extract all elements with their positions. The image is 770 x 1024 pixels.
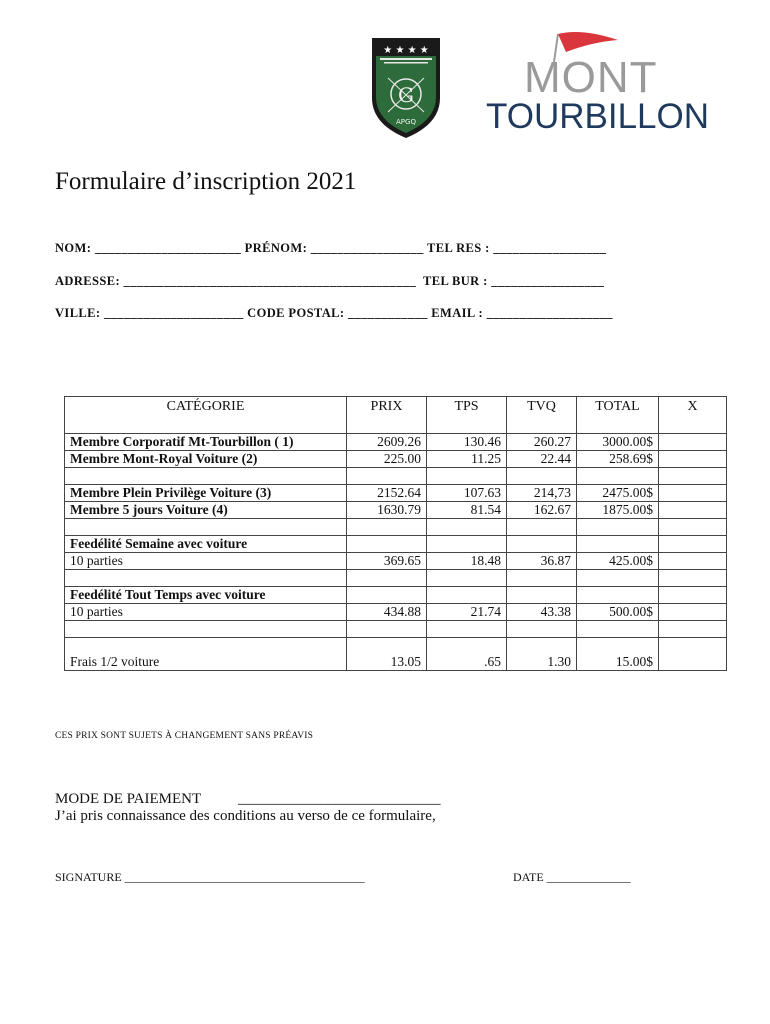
brand-mont: MONT [524,53,658,102]
table-row [65,485,727,502]
table-row [65,570,727,587]
date-field[interactable]: DATE ______________ [513,870,631,884]
mont-tourbillon-logo [486,30,710,140]
header-category: CATÉGORIE [65,397,347,434]
cell-tps: 21.74 [427,604,507,621]
payment-mode-field[interactable]: ___________________________ [238,791,441,807]
cell-tvq: 43.38 [507,604,577,621]
cell-tps: 18.48 [427,553,507,570]
table-row [65,434,727,451]
table-row [65,621,727,638]
cell-price [347,587,427,604]
cell-price [347,468,427,485]
cell-price: 1630.79 [347,502,427,519]
cell-category [65,519,347,536]
cell-select[interactable] [659,604,727,621]
cell-tps [427,587,507,604]
header-total: TOTAL [577,397,659,434]
city-postal-email-fields[interactable]: VILLE: _____________________ CODE POSTAL: ____________ EMAIL : ___________________ [55,306,613,320]
cell-category: Membre 5 jours Voiture (4) [65,502,347,519]
cell-select[interactable] [659,553,727,570]
table-row [65,553,727,570]
cell-category: Membre Plein Privilège Voiture (3) [65,485,347,502]
cell-tps: 107.63 [427,485,507,502]
cell-select[interactable] [659,621,727,638]
header-tps: TPS [427,397,507,434]
cell-tvq: 214,73 [507,485,577,502]
cell-price [347,570,427,587]
cell-tps: 130.46 [427,434,507,451]
cell-tps [427,536,507,553]
table-row [65,451,727,468]
cell-price: 434.88 [347,604,427,621]
cell-tps: 81.54 [427,502,507,519]
cell-total: 15.00$ [577,638,659,671]
cell-price: 2609.26 [347,434,427,451]
cell-tvq [507,519,577,536]
cell-total: 258.69$ [577,451,659,468]
svg-text:G: G [398,83,414,107]
cell-tvq: 162.67 [507,502,577,519]
cell-tps: .65 [427,638,507,671]
cell-category: Feedélité Tout Temps avec voiture [65,587,347,604]
cell-tvq [507,536,577,553]
cell-price: 225.00 [347,451,427,468]
crest-logo [370,36,442,140]
brand-tourbillon: TOURBILLON [486,97,710,136]
cell-tps [427,468,507,485]
cell-select[interactable] [659,519,727,536]
table-row [65,519,727,536]
svg-text:APGQ: APGQ [396,118,416,126]
cell-price: 369.65 [347,553,427,570]
cell-category: Membre Corporatif Mt-Tourbillon ( 1) [65,434,347,451]
table-row [65,536,727,553]
name-phone-fields[interactable]: NOM: ______________________ PRÉNOM: _________________ TEL RES : _________________ [55,241,607,255]
cell-total [577,468,659,485]
table-row [65,468,727,485]
table-row [65,587,727,604]
payment-mode-label: MODE DE PAIEMENT [55,791,202,807]
form-title: Formulaire d’inscription 2021 [55,168,357,195]
cell-price [347,519,427,536]
cell-category [65,468,347,485]
cell-select[interactable] [659,485,727,502]
acknowledgement-text: J’ai pris connaissance des conditions au verso de ce formulaire, [55,808,436,824]
cell-tvq: 1.30 [507,638,577,671]
cell-category: Frais 1/2 voiture [65,638,347,671]
cell-total [577,587,659,604]
cell-total: 2475.00$ [577,485,659,502]
cell-total: 500.00$ [577,604,659,621]
cell-total [577,519,659,536]
cell-total [577,570,659,587]
table-row [65,638,727,671]
cell-tvq: 260.27 [507,434,577,451]
cell-select[interactable] [659,434,727,451]
cell-tvq: 36.87 [507,553,577,570]
cell-category: Membre Mont-Royal Voiture (2) [65,451,347,468]
cell-tvq: 22.44 [507,451,577,468]
table-header-row [65,397,727,434]
cell-price: 13.05 [347,638,427,671]
cell-select[interactable] [659,638,727,671]
svg-text:★ ★ ★ ★: ★ ★ ★ ★ [383,45,429,56]
cell-tvq [507,587,577,604]
cell-tps: 11.25 [427,451,507,468]
cell-tps [427,621,507,638]
cell-price [347,621,427,638]
pricing-table [64,396,727,671]
header-price: PRIX [347,397,427,434]
cell-category [65,621,347,638]
header-select: X [659,397,727,434]
cell-category [65,570,347,587]
table-row [65,502,727,519]
cell-tps [427,519,507,536]
cell-select[interactable] [659,451,727,468]
cell-price: 2152.64 [347,485,427,502]
header-tvq: TVQ [507,397,577,434]
cell-category: 10 parties [65,553,347,570]
cell-total: 425.00$ [577,553,659,570]
cell-total: 1875.00$ [577,502,659,519]
cell-category: Feedélité Semaine avec voiture [65,536,347,553]
cell-tvq [507,621,577,638]
address-phone-fields[interactable]: ADRESSE: ____________________________________________ TEL BUR : _________________ [55,274,605,288]
signature-field[interactable]: SIGNATURE ________________________________________ [55,870,365,884]
cell-total [577,536,659,553]
cell-tvq [507,468,577,485]
cell-price [347,536,427,553]
cell-select[interactable] [659,468,727,485]
cell-total: 3000.00$ [577,434,659,451]
cell-select[interactable] [659,502,727,519]
cell-select[interactable] [659,587,727,604]
table-row [65,604,727,621]
cell-tvq [507,570,577,587]
cell-tps [427,570,507,587]
cell-select[interactable] [659,570,727,587]
cell-select[interactable] [659,536,727,553]
cell-total [577,621,659,638]
cell-category: 10 parties [65,604,347,621]
price-notice: CES PRIX SONT SUJETS À CHANGEMENT SANS PRÉAVIS [55,731,314,741]
